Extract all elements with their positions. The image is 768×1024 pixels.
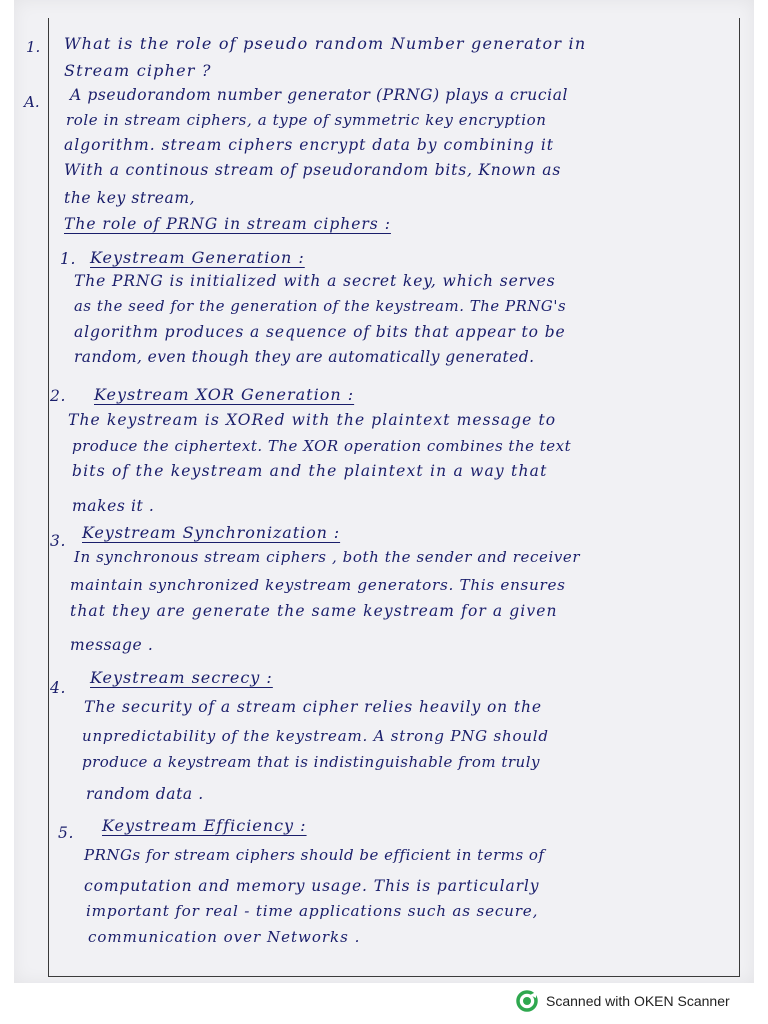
question-line: What is the role of pseudo random Number generator in bbox=[64, 34, 587, 53]
point-line: as the seed for the generation of the keystream. The PRNG's bbox=[74, 298, 567, 315]
point-line: produce the ciphertext. The XOR operation combines the text bbox=[72, 437, 572, 455]
answer-line: A pseudorandom number generator (PRNG) plays a crucial bbox=[70, 86, 569, 104]
point-line: computation and memory usage. This is particularly bbox=[84, 877, 540, 895]
point-line: maintain synchronized keystream generators. This ensures bbox=[70, 576, 566, 594]
point-line: PRNGs for stream ciphers should be efficient in terms of bbox=[84, 846, 545, 864]
point-title: Keystream Synchronization : bbox=[82, 523, 341, 542]
point-line: message . bbox=[70, 636, 154, 654]
point-line: communication over Networks . bbox=[88, 928, 361, 946]
point-line: produce a keystream that is indistinguishable from truly bbox=[82, 753, 540, 771]
point-title: Keystream XOR Generation : bbox=[94, 385, 355, 404]
point-number: 5. bbox=[58, 824, 74, 842]
oken-scanner-logo-icon bbox=[516, 990, 538, 1012]
point-line: The keystream is XORed with the plaintext message to bbox=[68, 411, 557, 429]
answer-line: With a continous stream of pseudorandom bits, Known as bbox=[64, 161, 562, 179]
answer-line: the key stream, bbox=[64, 189, 196, 207]
question-number: 1. bbox=[26, 38, 41, 56]
point-number: 2. bbox=[50, 387, 66, 405]
answer-subheading: The role of PRNG in stream ciphers : bbox=[64, 215, 391, 233]
point-line: algorithm produces a sequence of bits that appear to be bbox=[74, 323, 566, 341]
scanner-watermark-text: Scanned with OKEN Scanner bbox=[546, 993, 730, 1009]
point-number: 4. bbox=[50, 679, 66, 697]
answer-line: role in stream ciphers, a type of symmetric key encryption bbox=[66, 111, 547, 129]
answer-line: algorithm. stream ciphers encrypt data by combining it bbox=[64, 136, 555, 154]
point-line: makes it . bbox=[72, 497, 155, 515]
point-line: unpredictability of the keystream. A strong PNG should bbox=[82, 727, 549, 745]
point-line: important for real - time applications such as secure, bbox=[86, 902, 539, 920]
answer-marker: A. bbox=[24, 93, 40, 111]
point-line: In synchronous stream ciphers , both the sender and receiver bbox=[74, 548, 581, 566]
point-title: Keystream secrecy : bbox=[90, 668, 273, 687]
point-line: that they are generate the same keystream for a given bbox=[70, 602, 558, 620]
point-line: random data . bbox=[86, 785, 204, 803]
point-line: The PRNG is initialized with a secret key, which serves bbox=[74, 272, 556, 290]
point-line: bits of the keystream and the plaintext in a way that bbox=[72, 462, 548, 480]
point-line: random, even though they are automatically generated. bbox=[74, 348, 535, 366]
point-line: The security of a stream cipher relies heavily on the bbox=[84, 698, 542, 716]
point-number: 1. bbox=[60, 250, 76, 268]
point-title: Keystream Generation : bbox=[90, 248, 305, 267]
scanner-watermark bbox=[516, 990, 730, 1012]
point-number: 3. bbox=[50, 532, 66, 550]
question-line: Stream cipher ? bbox=[64, 61, 212, 80]
point-title: Keystream Efficiency : bbox=[102, 816, 307, 835]
